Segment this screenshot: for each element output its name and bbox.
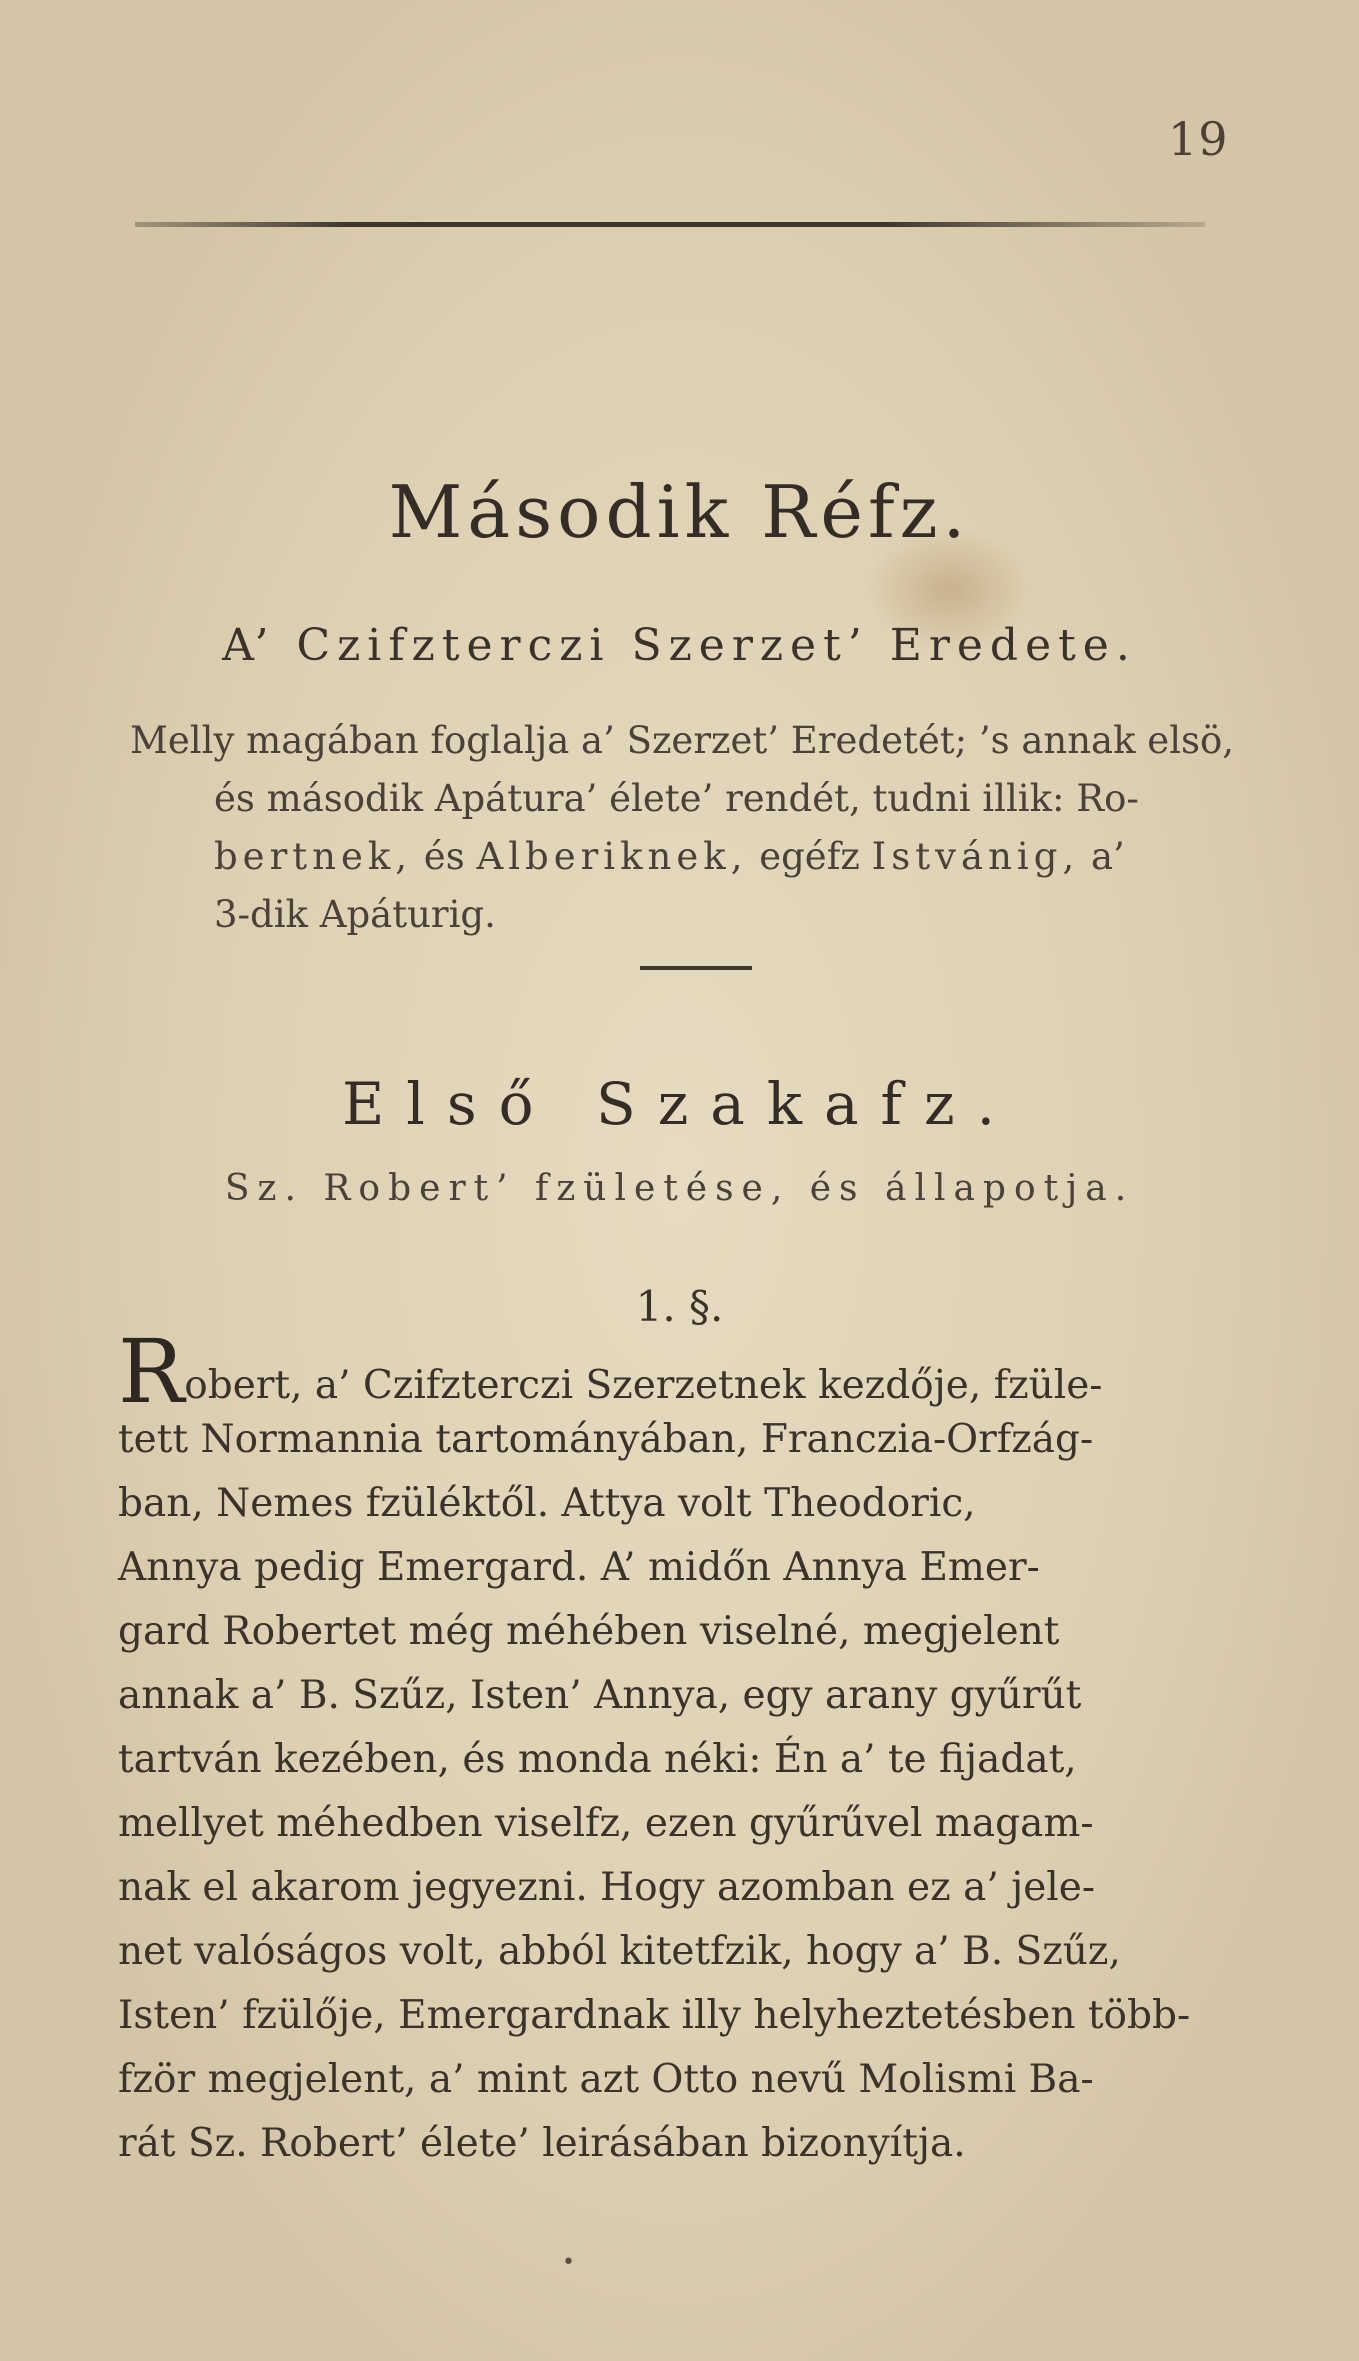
summary-line — [130, 828, 1280, 886]
paragraph-number: 1. §. — [635, 1282, 724, 1331]
body-line: nak el akarom jegyezni. Hogy azomban ez a’ jele- — [118, 1865, 1096, 1910]
section-subtitle: Sz. Robert’ fzületése, és állapotja. — [224, 1168, 1135, 1209]
summary-text: a’ — [1079, 835, 1125, 878]
section-divider — [640, 966, 752, 970]
summary-text: és — [412, 835, 477, 878]
part-summary — [130, 712, 1280, 944]
section-title: Első Szakafz. — [341, 1070, 1018, 1138]
body-line-text: obert, a’ Czifzterczi Szerzetnek kezdője, fzüle- — [184, 1363, 1103, 1408]
summary-name: Alberiknek, — [476, 835, 748, 878]
part-subtitle: A’ Czifzterczi Szerzet’ Eredete. — [222, 620, 1137, 671]
page-number: 19 — [1168, 112, 1229, 166]
summary-name: bertnek, — [214, 835, 413, 878]
body-line: annak a’ B. Szűz, Isten’ Annya, egy arany gyűrűt — [118, 1673, 1082, 1718]
summary-text: egéfz — [747, 835, 872, 878]
summary-line: 3-dik Apáturig. — [214, 893, 496, 936]
summary-name: Istvánig, — [871, 835, 1080, 878]
body-paragraph — [118, 1320, 1268, 2176]
body-line — [118, 1320, 1268, 1423]
part-title: Második Réfz. — [388, 470, 971, 554]
body-line: rát Sz. Robert’ élete’ leirásában bizonyítja. — [118, 2121, 966, 2166]
body-line: net valóságos volt, abból kitetfzik, hogy a’ B. Szűz, — [118, 1929, 1121, 1974]
header-rule — [135, 222, 1205, 227]
drop-cap: R — [118, 1320, 185, 1423]
summary-line: és második Apátura’ élete’ rendét, tudni illik: Ro- — [214, 777, 1139, 820]
body-line: ban, Nemes fzüléktől. Attya volt Theodoric, — [118, 1481, 976, 1526]
body-line: gard Robertet még méhében viselné, megjelent — [118, 1609, 1060, 1654]
body-line: Isten’ fzülője, Emergardnak illy helyheztetésben több- — [118, 1993, 1191, 2038]
body-line: Annya pedig Emergard. A’ midőn Annya Emer- — [118, 1545, 1040, 1590]
bottom-mark: • — [562, 2250, 575, 2275]
body-line: tett Normannia tartományában, Franczia-Orfzág- — [118, 1417, 1094, 1462]
body-line: mellyet méhedben viselfz, ezen gyűrűvel magam- — [118, 1801, 1094, 1846]
body-line: fzör megjelent, a’ mint azt Otto nevű Molismi Ba- — [118, 2057, 1094, 2102]
summary-line: Melly magában foglalja a’ Szerzet’ Eredetét; ’s annak elsö, — [130, 719, 1235, 762]
body-line: tartván kezében, és monda néki: Én a’ te fijadat, — [118, 1737, 1077, 1782]
